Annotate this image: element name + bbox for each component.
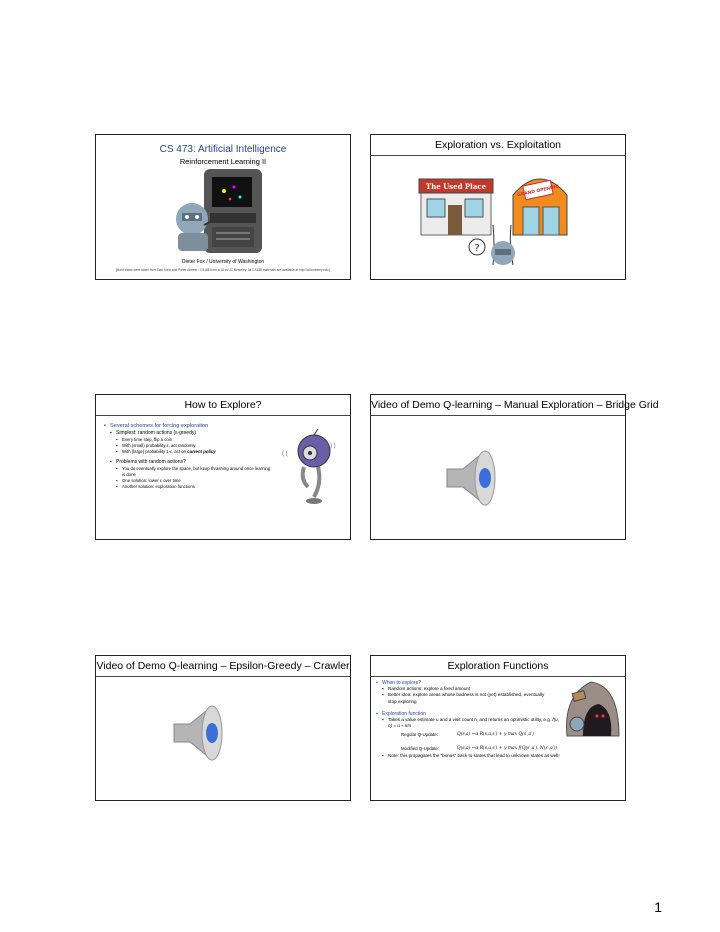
restaurants-illustration — [415, 165, 585, 277]
bullet: ▪ Simplest: random actions (ε-greedy) — [110, 430, 197, 436]
bullet: ▪ With (large) probability 1-ε, act on current policy — [116, 449, 216, 454]
slide-title: CS 473: Artificial Intelligence — [159, 144, 287, 155]
slide-1 — [95, 134, 351, 280]
bullet: ▪ When to explore? — [376, 680, 422, 686]
dizzy-robot-illustration — [274, 427, 344, 509]
regular-update-label: Regular Q-Update: — [401, 732, 438, 737]
speaker-icon[interactable] — [166, 698, 236, 768]
slide-5 — [95, 655, 351, 801]
credit-line: [Most slides were taken from Dan Klein and Pieter Abbeel / CS188 Intro to AI at UC Berkeley. All CS188 materials are available at http://ai.berkeley.edu.] — [115, 268, 331, 272]
bullet: ▪ Exploration function — [376, 710, 426, 717]
slide-title: Exploration Functions — [371, 656, 625, 677]
bullet: ▪ One solution: lower ε over time — [116, 478, 181, 483]
svg-text:( (: ( ( — [282, 451, 288, 457]
page-number: 1 — [654, 899, 662, 915]
slide-subtitle: Reinforcement Learning II — [179, 157, 267, 166]
svg-text:) ): ) ) — [330, 443, 336, 449]
slide-2 — [370, 134, 626, 280]
slide-6 — [370, 655, 626, 801]
bullet: ▪ Takes a value estimate u and a visit count n, and returns an optimistic utility, e.g. f(u, n) = u + k/n — [382, 717, 559, 729]
modified-update-equation: Q(s,a) ←α R(s,a,s′) + γ max f(Q(s′,a′), N(s′,a′)) — [457, 746, 558, 751]
robot-arcade-illustration — [164, 167, 284, 257]
grand-opening-sign: GRAND OPENING — [516, 184, 560, 199]
regular-update-equation: Q(s,a) ←α R(s,a,s′) + γ max Q(s′,a′) — [457, 732, 534, 737]
bullet: ▪ With (small) probability ε, act randomly — [116, 443, 196, 448]
bullet: ▪ Better idea: explore areas whose badness is not (yet) established, eventually stop exploring — [382, 692, 545, 704]
used-place-sign: The Used Place — [425, 182, 487, 191]
modified-update-label: Modified Q-Update: — [401, 746, 440, 751]
slide-title: Exploration vs. Exploitation — [371, 135, 625, 156]
bullet: ▪ Problems with random actions? — [110, 459, 186, 465]
slide-4 — [370, 394, 659, 540]
bullet: ▪ Several schemes for forcing exploration — [104, 423, 209, 429]
question-mark: ? — [474, 243, 480, 254]
slide-title: Video of Demo Q-learning – Epsilon-Greedy – Crawler — [96, 656, 350, 677]
bullet: ▪ Random actions: explore a fixed amount — [382, 686, 471, 692]
author-line: Dieter Fox / University of Washington — [181, 259, 265, 265]
slide-title: Video of Demo Q-learning – Manual Exploration – Bridge Grid — [371, 395, 625, 416]
bullet: ▪ Note: this propagates the “bonus” back to states that lead to unknown states as well! — [382, 753, 560, 759]
speaker-icon[interactable] — [439, 443, 509, 513]
bullet: ▪ Another solution: exploration functions — [116, 484, 195, 489]
bullet: ▪ You do eventually explore the space, but keep thrashing around once learning is done — [116, 466, 271, 477]
cave-monster-illustration — [561, 676, 623, 738]
bullet: ▪ Every time step, flip a coin — [116, 437, 173, 442]
slide-title: How to Explore? — [96, 395, 350, 416]
slide-body — [104, 423, 274, 490]
slide-3 — [95, 394, 351, 540]
